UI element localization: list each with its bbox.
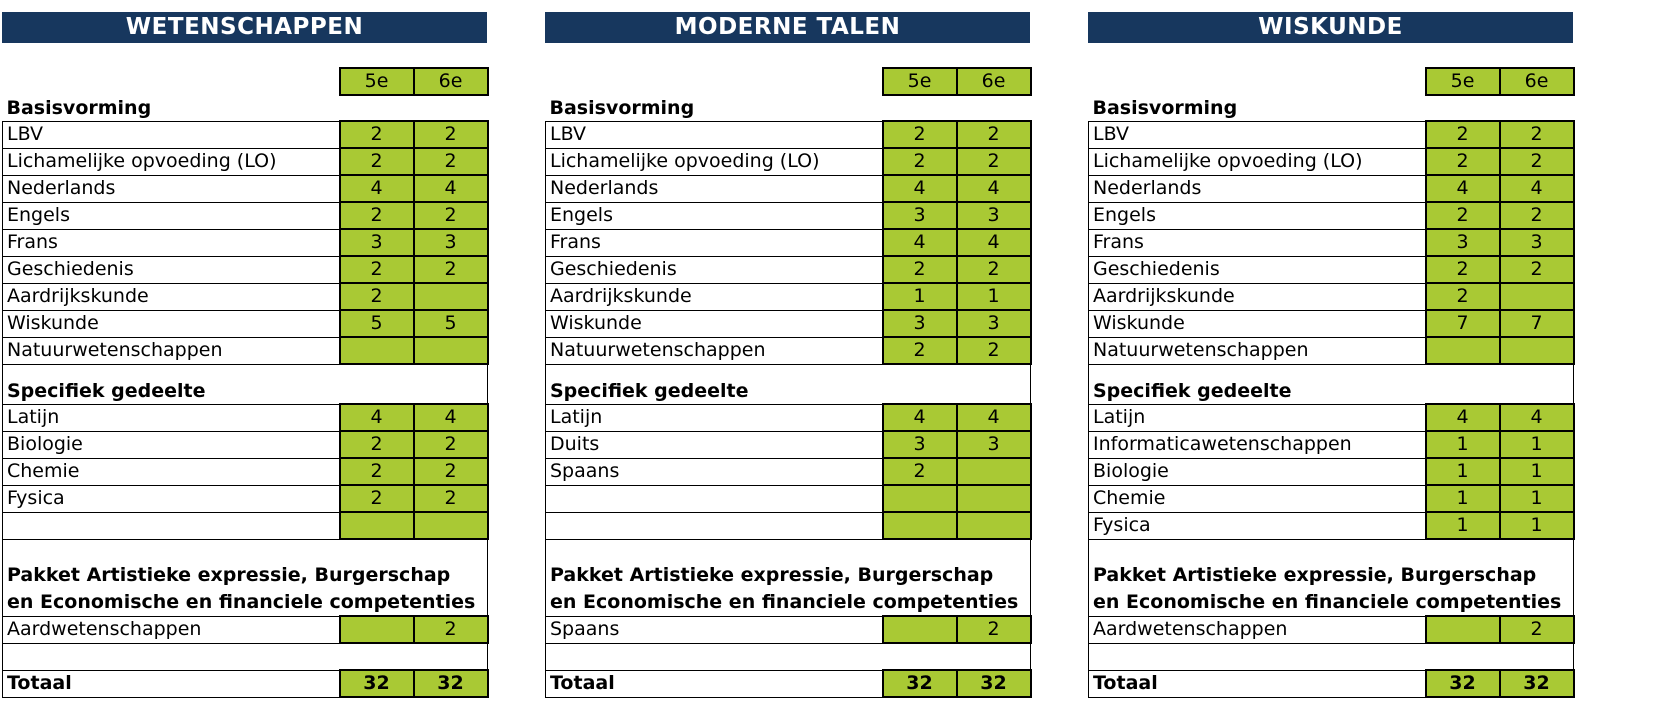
total-label: Totaal (546, 670, 883, 697)
subject-row (1089, 256, 1574, 283)
hours-5e-cell: 2 (883, 337, 957, 364)
hours-6e-cell: 1 (1500, 512, 1574, 539)
subject-name: LBV (3, 121, 340, 148)
hours-6e-cell: 4 (1500, 175, 1574, 202)
subject-name: Wiskunde (1089, 310, 1426, 337)
subject-row (3, 229, 488, 256)
hours-6e-cell (1500, 283, 1574, 310)
subject-name: Frans (3, 229, 340, 256)
subject-row (3, 458, 488, 485)
section-heading-specifiek: Specifiek gedeelte (1089, 379, 1574, 404)
empty-row (3, 643, 488, 670)
subject-name: Wiskunde (546, 310, 883, 337)
hours-table (1088, 67, 1575, 698)
subject-row (1089, 283, 1574, 310)
column-header-5e: 5e (340, 68, 414, 95)
hours-5e-cell (340, 512, 414, 539)
subject-row (1089, 148, 1574, 175)
empty-cell (3, 643, 488, 670)
total-row (1089, 670, 1574, 697)
subject-row (3, 148, 488, 175)
header-spacer (546, 68, 883, 95)
hours-5e-cell: 2 (1426, 121, 1500, 148)
hours-6e-cell: 2 (1500, 148, 1574, 175)
subject-name: Aardrijkskunde (3, 283, 340, 310)
spacer-cell (3, 364, 488, 379)
section-heading-basisvorming: Basisvorming (549, 97, 695, 119)
hours-6e-cell: 1 (1500, 458, 1574, 485)
subject-row (1089, 458, 1574, 485)
column-header-6e: 6e (414, 68, 488, 95)
hours-5e-cell: 2 (340, 256, 414, 283)
section-heading-basisvorming: Basisvorming (1092, 97, 1238, 119)
total-6e-cell: 32 (414, 670, 488, 697)
subject-row (3, 256, 488, 283)
hours-5e-cell: 4 (1426, 404, 1500, 431)
hours-6e-cell (1500, 337, 1574, 364)
subject-name: Engels (1089, 202, 1426, 229)
section-row (1089, 379, 1574, 404)
hours-5e-cell (883, 485, 957, 512)
subject-name: Lichamelijke opvoeding (LO) (546, 148, 883, 175)
spacer-row (546, 364, 1031, 379)
subject-name: LBV (546, 121, 883, 148)
subject-name: Latijn (1089, 404, 1426, 431)
subject-row (546, 485, 1031, 512)
column-header-row (3, 68, 488, 95)
subject-row (1089, 202, 1574, 229)
subject-row (546, 283, 1031, 310)
spacer-cell (546, 364, 1031, 379)
hours-6e-cell: 2 (414, 431, 488, 458)
subject-row (1089, 616, 1574, 643)
program-panel (545, 12, 1030, 698)
hours-5e-cell: 1 (883, 283, 957, 310)
subject-name: Chemie (1089, 485, 1426, 512)
hours-5e-cell: 4 (340, 404, 414, 431)
hours-6e-cell: 4 (1500, 404, 1574, 431)
hours-5e-cell: 1 (1426, 458, 1500, 485)
subject-row (1089, 229, 1574, 256)
subject-row (546, 337, 1031, 364)
subject-name: Informaticawetenschappen (1089, 431, 1426, 458)
header-spacer (3, 68, 340, 95)
section-row (546, 379, 1031, 404)
subject-name: Engels (546, 202, 883, 229)
subject-name: Nederlands (1089, 175, 1426, 202)
section-heading-basisvorming: Basisvorming (6, 97, 152, 119)
subject-name: Geschiedenis (1089, 256, 1426, 283)
hours-6e-cell: 2 (957, 148, 1031, 175)
subject-name: Frans (546, 229, 883, 256)
subject-name: Engels (3, 202, 340, 229)
hours-6e-cell: 4 (414, 404, 488, 431)
subject-name: Wiskunde (3, 310, 340, 337)
hours-6e-cell: 2 (957, 337, 1031, 364)
subject-name: Duits (546, 431, 883, 458)
hours-6e-cell: 2 (414, 458, 488, 485)
hours-6e-cell (414, 283, 488, 310)
hours-6e-cell: 4 (957, 175, 1031, 202)
hours-5e-cell: 4 (883, 175, 957, 202)
subject-row (546, 616, 1031, 643)
subject-row (1089, 512, 1574, 539)
hours-6e-cell: 2 (1500, 121, 1574, 148)
hours-5e-cell: 2 (1426, 283, 1500, 310)
total-6e-cell: 32 (957, 670, 1031, 697)
hours-5e-cell: 2 (883, 256, 957, 283)
hours-5e-cell (1426, 616, 1500, 643)
hours-5e-cell: 5 (340, 310, 414, 337)
subject-name: Frans (1089, 229, 1426, 256)
subject-name: Natuurwetenschappen (1089, 337, 1426, 364)
section-row (1089, 95, 1574, 121)
empty-row (1089, 643, 1574, 670)
subject-row (3, 616, 488, 643)
hours-5e-cell: 1 (1426, 431, 1500, 458)
column-header-row (546, 68, 1031, 95)
subject-name: Natuurwetenschappen (3, 337, 340, 364)
subject-row (3, 310, 488, 337)
section-row (3, 539, 488, 616)
hours-5e-cell: 2 (340, 202, 414, 229)
hours-6e-cell (414, 512, 488, 539)
hours-6e-cell: 2 (957, 616, 1031, 643)
subject-name: Biologie (1089, 458, 1426, 485)
hours-5e-cell: 4 (340, 175, 414, 202)
section-heading-pakket: Pakket Artistieke expressie, Burgerschap en Economische en financiele competenties (1089, 539, 1574, 616)
subject-name: Aardrijkskunde (546, 283, 883, 310)
hours-table (545, 67, 1032, 698)
hours-5e-cell: 3 (883, 310, 957, 337)
subject-row (3, 121, 488, 148)
subject-row (1089, 337, 1574, 364)
hours-6e-cell: 2 (1500, 256, 1574, 283)
subject-row (3, 175, 488, 202)
hours-6e-cell: 7 (1500, 310, 1574, 337)
subject-name: Geschiedenis (3, 256, 340, 283)
subject-name: Biologie (3, 431, 340, 458)
subject-name: Lichamelijke opvoeding (LO) (1089, 148, 1426, 175)
section-row (546, 95, 1031, 121)
hours-6e-cell: 2 (414, 121, 488, 148)
subject-row (1089, 404, 1574, 431)
program-panel (2, 12, 487, 698)
spacer-row (1089, 364, 1574, 379)
empty-cell (546, 643, 1031, 670)
subject-row (3, 485, 488, 512)
subject-row (3, 404, 488, 431)
hours-6e-cell: 1 (957, 283, 1031, 310)
hours-5e-cell: 2 (1426, 256, 1500, 283)
subject-row (3, 512, 488, 539)
hours-5e-cell: 2 (340, 458, 414, 485)
subject-name: Nederlands (546, 175, 883, 202)
subject-row (3, 283, 488, 310)
hours-5e-cell: 2 (1426, 202, 1500, 229)
subject-row (546, 202, 1031, 229)
hours-5e-cell (1426, 337, 1500, 364)
section-heading-specifiek: Specifiek gedeelte (546, 379, 1031, 404)
hours-5e-cell: 4 (1426, 175, 1500, 202)
total-5e-cell: 32 (340, 670, 414, 697)
hours-6e-cell: 4 (414, 175, 488, 202)
subject-name: Geschiedenis (546, 256, 883, 283)
subject-name (546, 485, 883, 512)
hours-6e-cell: 3 (1500, 229, 1574, 256)
hours-5e-cell: 4 (883, 229, 957, 256)
section-row (3, 95, 488, 121)
panel-title: WISKUNDE (1088, 12, 1573, 43)
hours-5e-cell: 2 (340, 431, 414, 458)
total-5e-cell: 32 (883, 670, 957, 697)
total-row (3, 670, 488, 697)
hours-table (2, 67, 489, 698)
subject-row (1089, 431, 1574, 458)
subject-row (546, 175, 1031, 202)
hours-5e-cell: 3 (1426, 229, 1500, 256)
hours-5e-cell: 1 (1426, 512, 1500, 539)
hours-5e-cell: 2 (883, 458, 957, 485)
panel-title: MODERNE TALEN (545, 12, 1030, 43)
subject-row (546, 256, 1031, 283)
subject-name: Latijn (546, 404, 883, 431)
subject-row (546, 458, 1031, 485)
column-header-row (1089, 68, 1574, 95)
hours-5e-cell: 1 (1426, 485, 1500, 512)
subject-name: Natuurwetenschappen (546, 337, 883, 364)
section-heading-pakket: Pakket Artistieke expressie, Burgerschap en Economische en financiele competenties (3, 539, 488, 616)
section-row (3, 379, 488, 404)
hours-5e-cell: 4 (883, 404, 957, 431)
spacer-cell (1089, 364, 1574, 379)
subject-name (546, 512, 883, 539)
hours-5e-cell (340, 616, 414, 643)
hours-5e-cell (883, 512, 957, 539)
subject-name: Nederlands (3, 175, 340, 202)
subject-name: Spaans (546, 616, 883, 643)
section-row (546, 539, 1031, 616)
subject-name: Fysica (3, 485, 340, 512)
subject-name: LBV (1089, 121, 1426, 148)
subject-row (1089, 121, 1574, 148)
hours-6e-cell (957, 485, 1031, 512)
subject-row (546, 310, 1031, 337)
hours-5e-cell: 2 (340, 121, 414, 148)
total-label: Totaal (3, 670, 340, 697)
subject-name: Chemie (3, 458, 340, 485)
hours-6e-cell: 2 (1500, 202, 1574, 229)
hours-5e-cell (340, 337, 414, 364)
section-heading-specifiek: Specifiek gedeelte (3, 379, 488, 404)
hours-6e-cell: 1 (1500, 431, 1574, 458)
hours-5e-cell: 2 (883, 148, 957, 175)
subject-row (546, 229, 1031, 256)
section-row (1089, 539, 1574, 616)
subject-name: Lichamelijke opvoeding (LO) (3, 148, 340, 175)
hours-6e-cell: 3 (957, 431, 1031, 458)
subject-name: Aardwetenschappen (3, 616, 340, 643)
hours-5e-cell: 7 (1426, 310, 1500, 337)
column-header-5e: 5e (883, 68, 957, 95)
column-header-6e: 6e (957, 68, 1031, 95)
hours-6e-cell: 2 (414, 148, 488, 175)
subject-row (546, 148, 1031, 175)
subject-row (3, 431, 488, 458)
section-heading-pakket: Pakket Artistieke expressie, Burgerschap en Economische en financiele competenties (546, 539, 1031, 616)
hours-6e-cell: 3 (957, 202, 1031, 229)
empty-row (546, 643, 1031, 670)
empty-cell (1089, 643, 1574, 670)
hours-6e-cell (414, 337, 488, 364)
subject-row (1089, 175, 1574, 202)
hours-6e-cell: 2 (1500, 616, 1574, 643)
hours-5e-cell (883, 616, 957, 643)
hours-5e-cell: 2 (340, 485, 414, 512)
subject-row (546, 431, 1031, 458)
header-spacer (1089, 68, 1426, 95)
hours-5e-cell: 2 (1426, 148, 1500, 175)
hours-5e-cell: 3 (883, 202, 957, 229)
subject-name: Aardrijkskunde (1089, 283, 1426, 310)
hours-6e-cell: 3 (414, 229, 488, 256)
subject-row (3, 202, 488, 229)
subject-name: Aardwetenschappen (1089, 616, 1426, 643)
subject-row (1089, 310, 1574, 337)
panel-title: WETENSCHAPPEN (2, 12, 487, 43)
subject-row (546, 404, 1031, 431)
hours-5e-cell: 2 (340, 148, 414, 175)
hours-6e-cell: 4 (957, 229, 1031, 256)
hours-6e-cell: 3 (957, 310, 1031, 337)
hours-5e-cell: 3 (340, 229, 414, 256)
hours-6e-cell: 2 (414, 256, 488, 283)
subject-name: Fysica (1089, 512, 1426, 539)
hours-6e-cell (957, 512, 1031, 539)
hours-5e-cell: 2 (340, 283, 414, 310)
subject-row (546, 512, 1031, 539)
subject-row (3, 337, 488, 364)
subject-name (3, 512, 340, 539)
hours-6e-cell: 4 (957, 404, 1031, 431)
total-5e-cell: 32 (1426, 670, 1500, 697)
hours-6e-cell: 2 (957, 121, 1031, 148)
total-label: Totaal (1089, 670, 1426, 697)
hours-6e-cell: 2 (414, 202, 488, 229)
subject-row (546, 121, 1031, 148)
column-header-6e: 6e (1500, 68, 1574, 95)
hours-6e-cell (957, 458, 1031, 485)
subject-name: Latijn (3, 404, 340, 431)
subject-name: Spaans (546, 458, 883, 485)
program-panel (1088, 12, 1573, 698)
hours-6e-cell: 2 (957, 256, 1031, 283)
hours-6e-cell: 1 (1500, 485, 1574, 512)
hours-6e-cell: 5 (414, 310, 488, 337)
hours-6e-cell: 2 (414, 485, 488, 512)
total-6e-cell: 32 (1500, 670, 1574, 697)
spacer-row (3, 364, 488, 379)
total-row (546, 670, 1031, 697)
hours-5e-cell: 2 (883, 121, 957, 148)
column-header-5e: 5e (1426, 68, 1500, 95)
subject-row (1089, 485, 1574, 512)
hours-6e-cell: 2 (414, 616, 488, 643)
hours-5e-cell: 3 (883, 431, 957, 458)
